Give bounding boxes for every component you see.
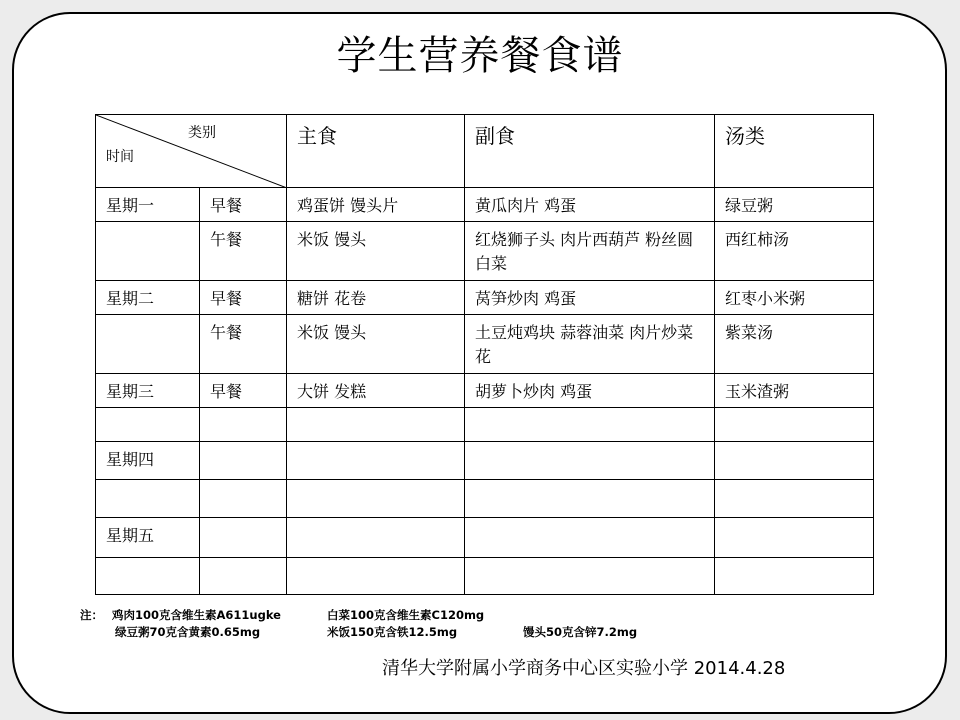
cell-day: 星期四 [96, 442, 200, 480]
cell-meal [200, 558, 287, 595]
cell-soup [715, 518, 874, 558]
corner-cell [96, 115, 287, 188]
cell-staple [287, 558, 465, 595]
cell-day [96, 315, 200, 374]
table-row [96, 408, 874, 442]
cell-day [96, 480, 200, 518]
cell-soup: 西红柿汤 [715, 222, 874, 281]
cell-side: 红烧狮子头 肉片西葫芦 粉丝圆白菜 [465, 222, 715, 281]
cell-staple [287, 442, 465, 480]
cell-soup [715, 558, 874, 595]
cell-day: 星期五 [96, 518, 200, 558]
table-row [96, 442, 874, 480]
note-rice: 米饭150克含铁12.5mg [327, 625, 458, 639]
table-row [96, 558, 874, 595]
cell-meal: 午餐 [200, 222, 287, 281]
cell-day [96, 408, 200, 442]
cell-meal: 早餐 [200, 374, 287, 408]
cell-staple [287, 408, 465, 442]
cell-meal: 午餐 [200, 315, 287, 374]
header-side: 副食 [465, 115, 715, 188]
cell-soup: 绿豆粥 [715, 188, 874, 222]
table-row [96, 315, 874, 374]
cell-meal: 早餐 [200, 281, 287, 315]
cell-soup: 红枣小米粥 [715, 281, 874, 315]
header-row [96, 115, 874, 188]
cell-staple: 糖饼 花卷 [287, 281, 465, 315]
nutrition-notes [80, 607, 780, 643]
cell-staple: 米饭 馒头 [287, 315, 465, 374]
table-row [96, 222, 874, 281]
table-row [96, 374, 874, 408]
cell-soup: 玉米渣粥 [715, 374, 874, 408]
cell-day: 星期二 [96, 281, 200, 315]
page-title: 学生营养餐食谱 [336, 33, 624, 79]
cell-staple: 鸡蛋饼 馒头片 [287, 188, 465, 222]
cell-day: 星期一 [96, 188, 200, 222]
cell-soup [715, 442, 874, 480]
header-soup: 汤类 [715, 115, 874, 188]
cell-day [96, 222, 200, 281]
cell-soup: 紫菜汤 [715, 315, 874, 374]
cell-meal [200, 480, 287, 518]
table-row [96, 281, 874, 315]
table-row [96, 188, 874, 222]
notes-prefix: 注： [80, 608, 103, 622]
cell-soup [715, 480, 874, 518]
time-label: 时间 [106, 149, 134, 165]
school-footer: 清华大学附属小学商务中心区实验小学 2014.4.28 [382, 658, 786, 679]
cell-side [465, 558, 715, 595]
note-mungbean: 绿豆粥70克含黄素0.65mg [115, 625, 261, 639]
table-row [96, 518, 874, 558]
table-row [96, 480, 874, 518]
cell-side [465, 518, 715, 558]
cell-day: 星期三 [96, 374, 200, 408]
cell-meal [200, 408, 287, 442]
category-label: 类别 [188, 125, 216, 141]
header-staple: 主食 [287, 115, 465, 188]
cell-side: 莴笋炒肉 鸡蛋 [465, 281, 715, 315]
cell-meal [200, 518, 287, 558]
cell-side [465, 480, 715, 518]
cell-meal [200, 442, 287, 480]
cell-side: 胡萝卜炒肉 鸡蛋 [465, 374, 715, 408]
cell-staple [287, 518, 465, 558]
cell-side: 土豆炖鸡块 蒜蓉油菜 肉片炒菜花 [465, 315, 715, 374]
menu-table [95, 114, 874, 595]
cell-side: 黄瓜肉片 鸡蛋 [465, 188, 715, 222]
cell-meal: 早餐 [200, 188, 287, 222]
cell-soup [715, 408, 874, 442]
cell-side [465, 408, 715, 442]
note-cabbage: 白菜100克含维生素C120mg [327, 608, 485, 622]
cell-staple: 大饼 发糕 [287, 374, 465, 408]
cell-side [465, 442, 715, 480]
note-chicken: 鸡肉100克含维生素A611ugke [112, 608, 281, 622]
note-mantou: 馒头50克含锌7.2mg [523, 625, 638, 639]
cell-day [96, 558, 200, 595]
cell-staple [287, 480, 465, 518]
cell-staple: 米饭 馒头 [287, 222, 465, 281]
